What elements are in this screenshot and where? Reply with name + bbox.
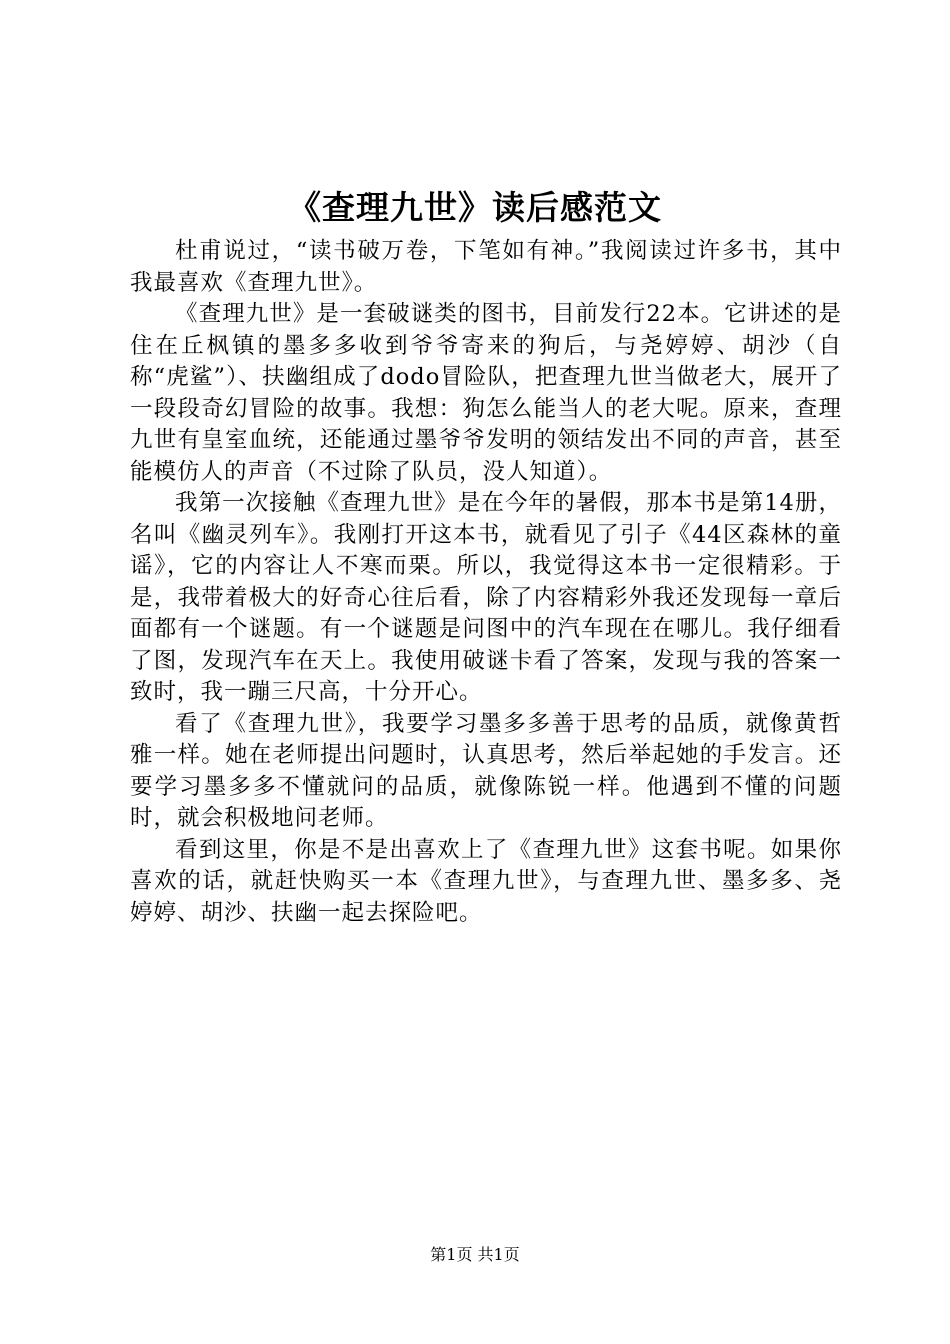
paragraph-2: 《查理九世》是一套破谜类的图书，目前发行22本。它讲述的是住在丘枫镇的墨多多收到爷爷寄来的狗后，与尧婷婷、胡沙（自称“虎鲨”）、扶幽组成了dodo冒险队，把查理九世当做老大，展开了一段段奇幻冒险的故事。我想：狗怎么能当人的老大呢。原来，查理九世有皇室血统，还能通过墨爷爷发明的领结发出不同的声音，甚至能模仿人的声音（不过除了队员，没人知道）。 — [130, 301, 842, 485]
paragraph-5: 看到这里，你是不是出喜欢上了《查理九世》这套书呢。如果你喜欢的话，就赶快购买一本《查理九世》，与查理九世、墨多多、尧婷婷、胡沙、扶幽一起去探险吧。 — [130, 836, 842, 926]
document-body — [130, 236, 842, 929]
document-title: 《查理九世》读后感范文 — [288, 188, 662, 227]
page-footer: 第1页 共1页 — [430, 1245, 520, 1264]
paragraph-3: 我第一次接触《查理九世》是在今年的暑假，那本书是第14册，名叫《幽灵列车》。我刚打开这本书，就看见了引子《44区森林的童谣》，它的内容让人不寒而栗。所以，我觉得这本书一定很精彩。于是，我带着极大的好奇心往后看，除了内容精彩外我还发现每一章后面都有一个谜题。有一个谜题是问图中的汽车现在在哪儿。我仔细看了图，发现汽车在天上。我使用破谜卡看了答案，发现与我的答案一致时，我一蹦三尺高，十分开心。 — [130, 490, 842, 705]
paragraph-1: 杜甫说过，“读书破万卷，下笔如有神。”我阅读过许多书，其中我最喜欢《查理九世》。 — [130, 238, 842, 296]
paragraph-4: 看了《查理九世》，我要学习墨多多善于思考的品质，就像黄哲雅一样。她在老师提出问题时，认真思考，然后举起她的手发言。还要学习墨多多不懂就问的品质，就像陈锐一样。他遇到不懂的问题时，就会积极地问老师。 — [130, 710, 842, 831]
